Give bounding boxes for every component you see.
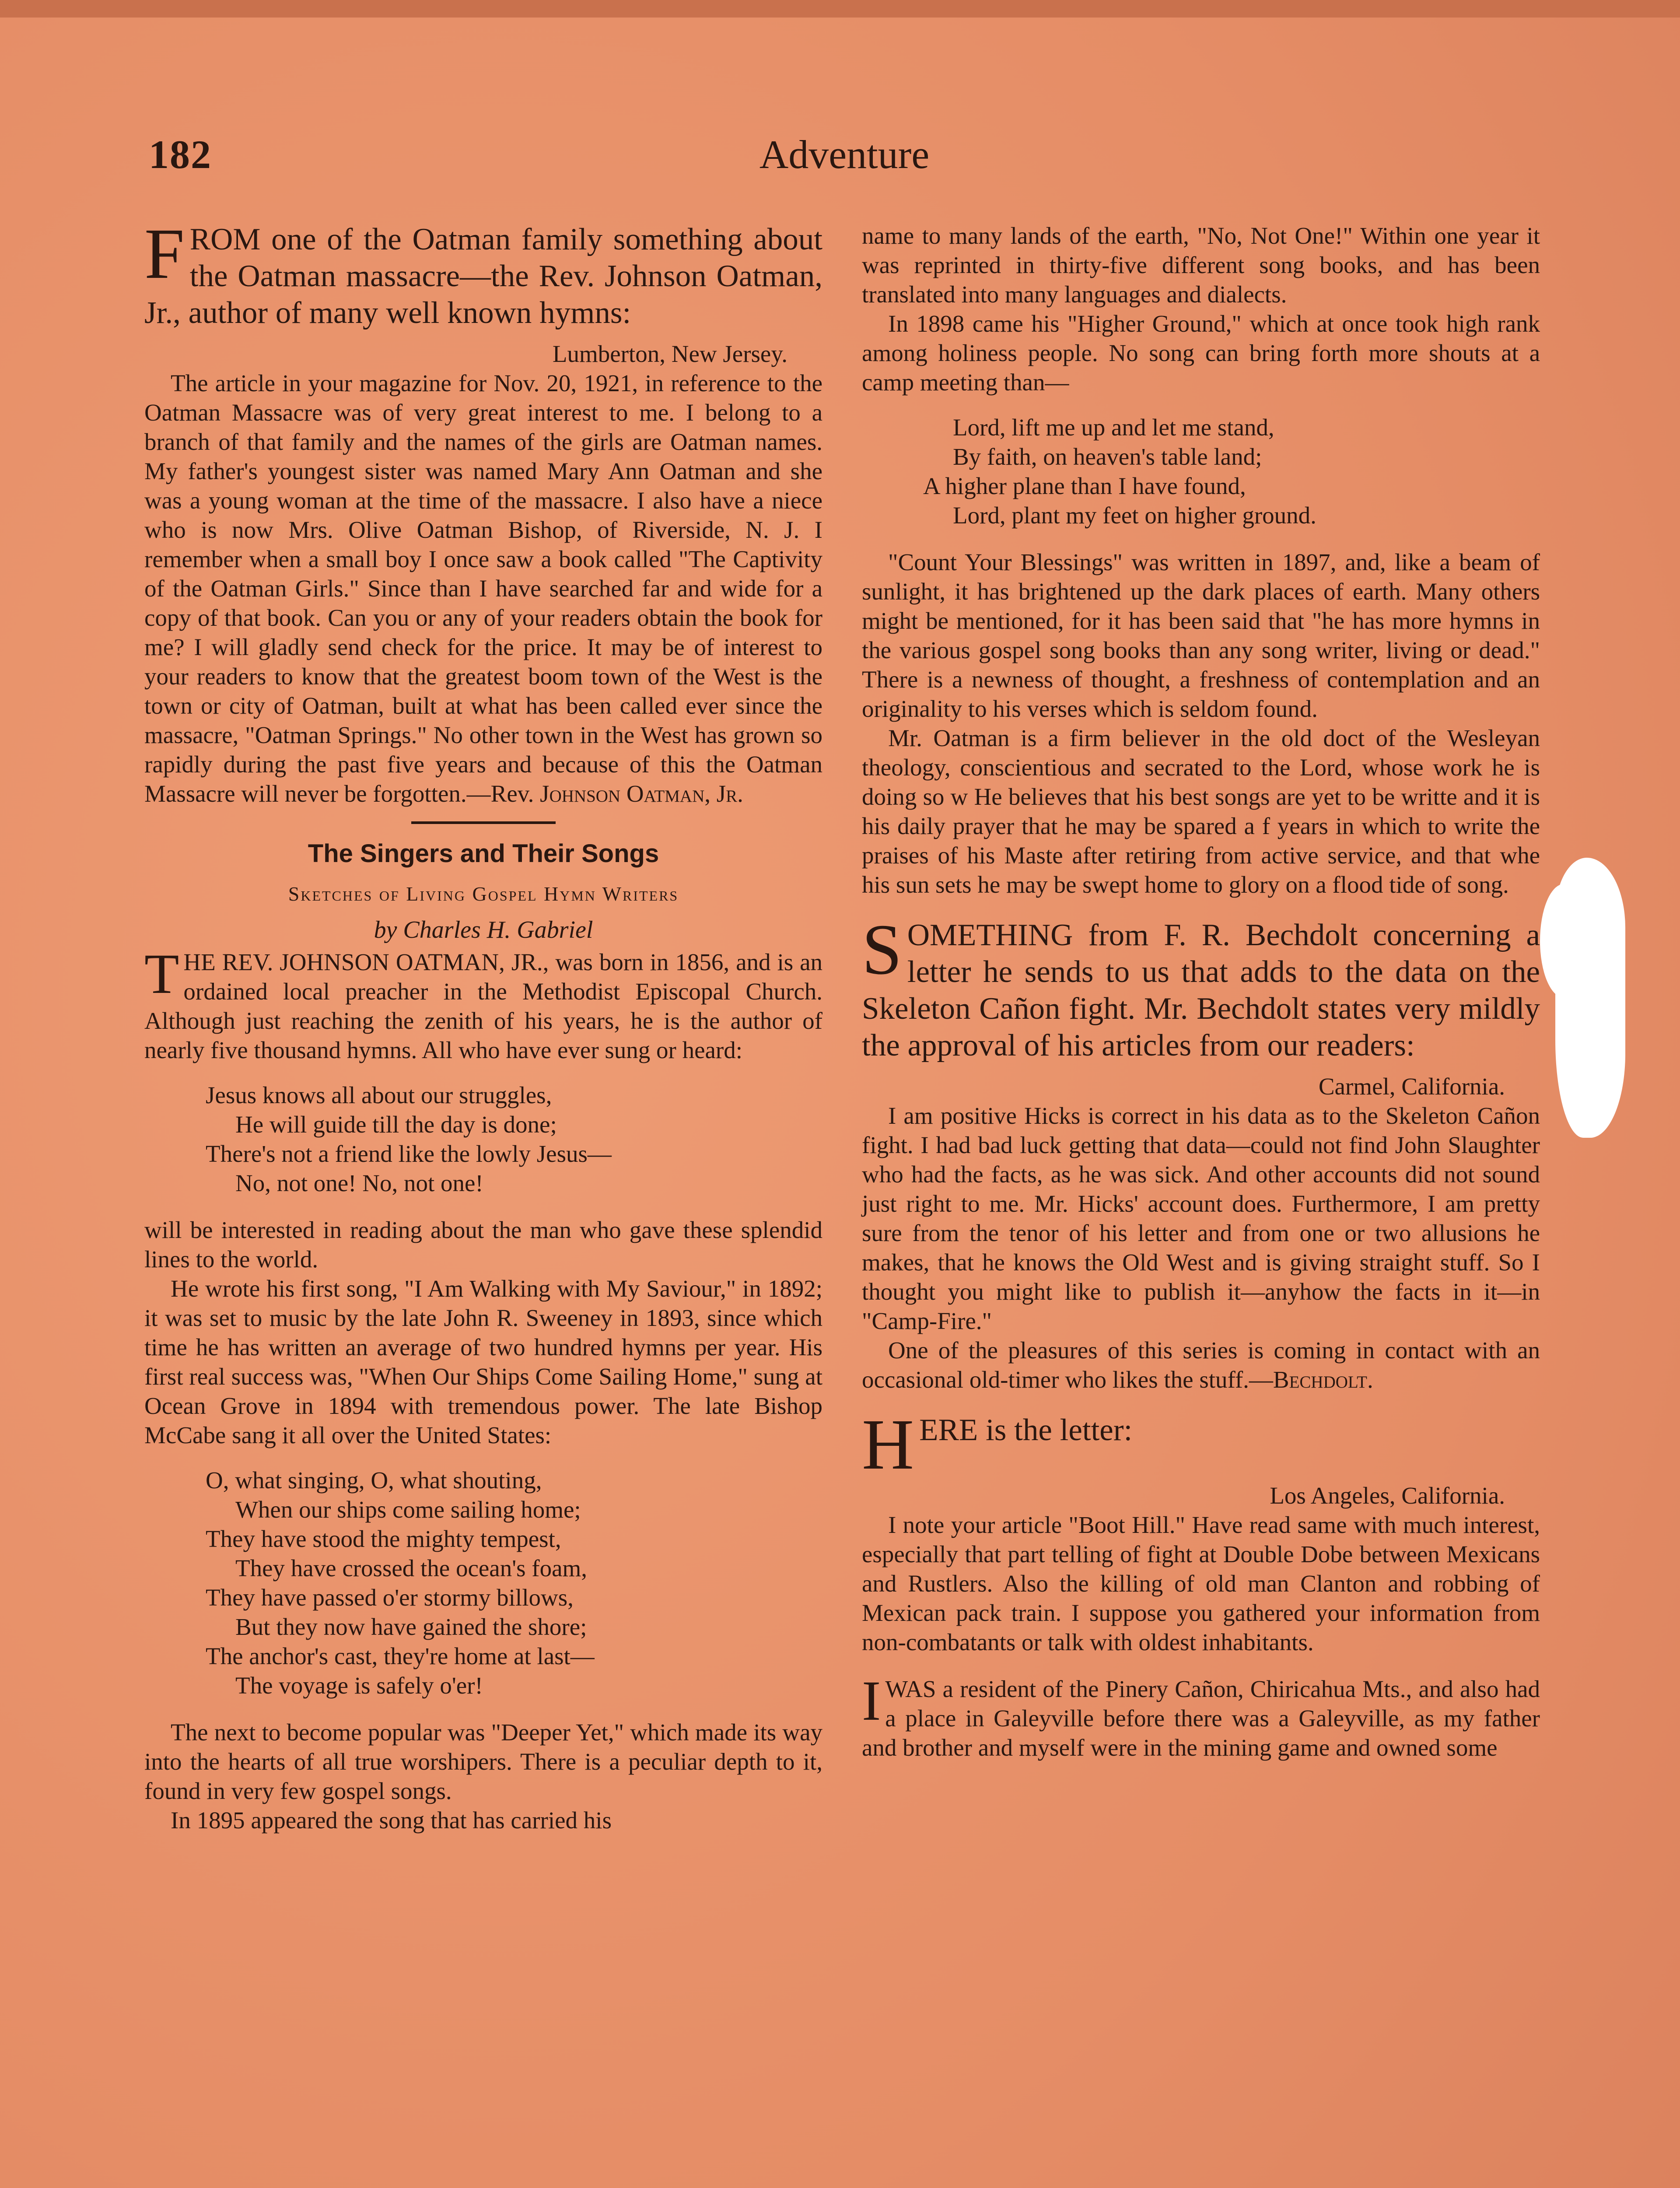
verse-line: The anchor's cast, they're home at last— [206, 1643, 595, 1669]
dropcap-t: T [144, 943, 179, 1006]
verse-higher-ground [923, 413, 1540, 530]
paragraph-splendid-lines: will be interested in reading about the man who gave these splendid lines to the world. [144, 1217, 822, 1273]
page-number: 182 [149, 132, 212, 177]
oatman-intro-text: ROM one of the Oatman family something about the Oatman massacre—the Rev. Johnson Oatman, Jr., author of many well known hymns: [144, 222, 822, 330]
verse-line: A higher plane than I have found, [923, 473, 1246, 499]
oatman-bio [144, 943, 822, 1065]
paragraph-deeper-yet: The next to become popular was "Deeper Yet," which made its way into the hearts of all true worshipers. There is a peculiar depth to it, found in very few gospel songs. [144, 1719, 822, 1804]
dropcap-s: S [862, 909, 902, 989]
letter2-signature: Bechdolt. [1273, 1366, 1373, 1393]
verse-line: No, not one! No, not one! [235, 1170, 483, 1196]
oatman-intro [144, 214, 822, 331]
paragraph-firm-believer: Mr. Oatman is a firm believer in the old doct of the Wesleyan theology, conscientious and secrated to the Lord, whose work he is doing so w He believes that his best songs are yet to be writte and it is his daily prayer that he may be spared a f years in which to write the praises of his Maste after retiring from active service, and that whe his sun sets he may be swept home to glory on a flood tide of song. [862, 725, 1540, 898]
spacer [862, 899, 1540, 917]
verse-line: They have crossed the ocean's foam, [235, 1555, 588, 1581]
verse-line: But they now have gained the shore; [235, 1613, 587, 1640]
left-column [144, 214, 822, 1835]
page-top-edge [0, 0, 1680, 18]
dropcap-i: I [862, 1669, 881, 1732]
letter2-dateline: Carmel, California. [1318, 1073, 1505, 1100]
verse-line: When our ships come sailing home; [235, 1496, 581, 1523]
letter2-closing-text: One of the pleasures of this series is coming in contact with an occasional old-timer who likes the stuff.— [862, 1337, 1540, 1393]
letter2-body: I am positive Hicks is correct in his data as to the Skeleton Cañon fight. I had bad luck getting that data—could not find John Slaughter who had the facts, as he was sick. And other accounts did not sound just right to me. Mr. Hicks' account does. Furthermore, I am pretty sure from the tenor of his letter and from one or two allusions he makes, that he knows the Old West and is giving straight stuff. So I thought you might like to publish it—anyhow the facts in it—in "Camp-Fire." [862, 1102, 1540, 1334]
verse-ships [206, 1466, 822, 1700]
dropcap-f: F [144, 214, 185, 294]
letter1-body-text: The article in your magazine for Nov. 20, 1921, in reference to the Oatman Massacre was of very great interest to me. I belong to a branch of that family and the names of the girls are Oatman names. My father's youngest sister was named Mary Ann Oatman and she was a young woman at the time of the massacre. I also have a niece who is now Mrs. Olive Oatman Bishop, of Riverside, N. J. I remember when a small boy I once saw a book called "The Captivity of the Oatman Girls." Since than I have searched far and wide for a copy of that book. Can you or any of your readers obtain the book for me? I will gladly send check for the price. It may be of interest to your readers to know that the greatest boom town of the West is the town or city of Oatman, built at what has been called ever since the massacre, "Oatman Springs." No other town in the West has grown so rapidly during the past five years and because of this the Oatman Massacre will never be forgotten.—Rev. [144, 370, 822, 807]
section-title: The Singers and Their Songs [308, 839, 659, 868]
paragraph-1895: In 1895 appeared the song that has carried his [171, 1807, 612, 1834]
verse-line: Lord, lift me up and let me stand, [953, 414, 1274, 441]
paragraph-higher-ground: In 1898 came his "Higher Ground," which at once took high rank among holiness people. No song can bring forth more shouts at a camp meeting than— [862, 310, 1540, 396]
verse-line: By faith, on heaven's table land; [953, 443, 1262, 470]
final-paragraph [862, 1669, 1540, 1762]
section-subtitle: Sketches of Living Gospel Hymn Writers [288, 883, 679, 905]
spacer [862, 1657, 1540, 1674]
verse-line: The voyage is safely o'er! [235, 1672, 483, 1699]
letter1-dateline: Lumberton, New Jersey. [552, 340, 788, 367]
verse-line: Lord, plant my feet on higher ground. [953, 502, 1316, 529]
paragraph-no-not-one: name to many lands of the earth, "No, Not One!" Within one year it was reprinted in thirty-five different song books, and has been translated into many languages and dialects. [862, 222, 1540, 308]
page-header [144, 131, 1544, 193]
bechdolt-intro [862, 909, 1540, 1064]
final-paragraph-text: WAS a resident of the Pinery Cañon, Chiricahua Mts., and also had a place in Galeyville before there was a Galeyville, as my father and brother and myself were in the mining game and owned some [862, 1676, 1540, 1761]
bechdolt-intro-text: OMETHING from F. R. Bechdolt concerning a letter he sends to us that adds to the data on the Skeleton Cañon fight. Mr. Bechdolt states very mildly the approval of his articles from our readers: [862, 918, 1540, 1062]
byline: by Charles H. Gabriel [374, 916, 593, 943]
verse-line: There's not a friend like the lowly Jesus— [206, 1140, 612, 1167]
verse-line: O, what singing, O, what shouting, [206, 1467, 542, 1494]
oatman-bio-text: HE REV. JOHNSON OATMAN, JR., was born in 1856, and is an ordained local preacher in the Methodist Episcopal Church. Although just reaching the zenith of his years, he is the author of nearly five thousand hymns. All who have ever sung or heard: [144, 949, 822, 1063]
section-divider [411, 821, 556, 824]
verse-line: He will guide till the day is done; [235, 1111, 557, 1138]
right-column [862, 221, 1540, 1762]
letter1-body [144, 368, 822, 808]
spacer [862, 1394, 1540, 1412]
verse-line: They have passed o'er stormy billows, [206, 1584, 574, 1611]
dropcap-h: H [862, 1404, 914, 1484]
paragraph-count-blessings: "Count Your Blessings" was written in 1897, and, like a beam of sunlight, it has brightened up the dark places of earth. Many others might be mentioned, for it has been said that "he has more hymns in the various gospel song books than any song writer, living or dead." There is a newness of thought, a freshness of contemplation and an originality to his verses which is seldom found. [862, 549, 1540, 722]
verse-no-not-one [206, 1080, 822, 1198]
paper-tear-hole [1540, 884, 1588, 998]
letter2-closing [862, 1336, 1540, 1394]
here-intro [862, 1404, 1540, 1484]
letter3-dateline: Los Angeles, California. [1270, 1482, 1505, 1509]
letter1-signature: Johnson Oatman, Jr. [540, 780, 743, 807]
letter3-body: I note your article "Boot Hill." Have read same with much interest, especially that part telling of fight at Double Dobe between Mexicans and Rustlers. Also the killing of old man Clanton and robbing of Mexican pack train. I suppose you gathered your information from non-combatants or talk with oldest inhabitants. [862, 1511, 1540, 1655]
paragraph-first-song: He wrote his first song, "I Am Walking with My Saviour," in 1892; it was set to music by the late John R. Sweeney in 1893, since which time he has written an average of two hundred hymns per year. His first real success was, "When Our Ships Come Sailing Home," sung at Ocean Grove in 1894 with tremendous power. The late Bishop McCabe sang it all over the United States: [144, 1275, 822, 1448]
magazine-title: Adventure [759, 132, 930, 177]
verse-line: Jesus knows all about our struggles, [206, 1082, 552, 1108]
here-intro-text: ERE is the letter: [919, 1413, 1133, 1447]
verse-line: They have stood the mighty tempest, [206, 1525, 561, 1552]
